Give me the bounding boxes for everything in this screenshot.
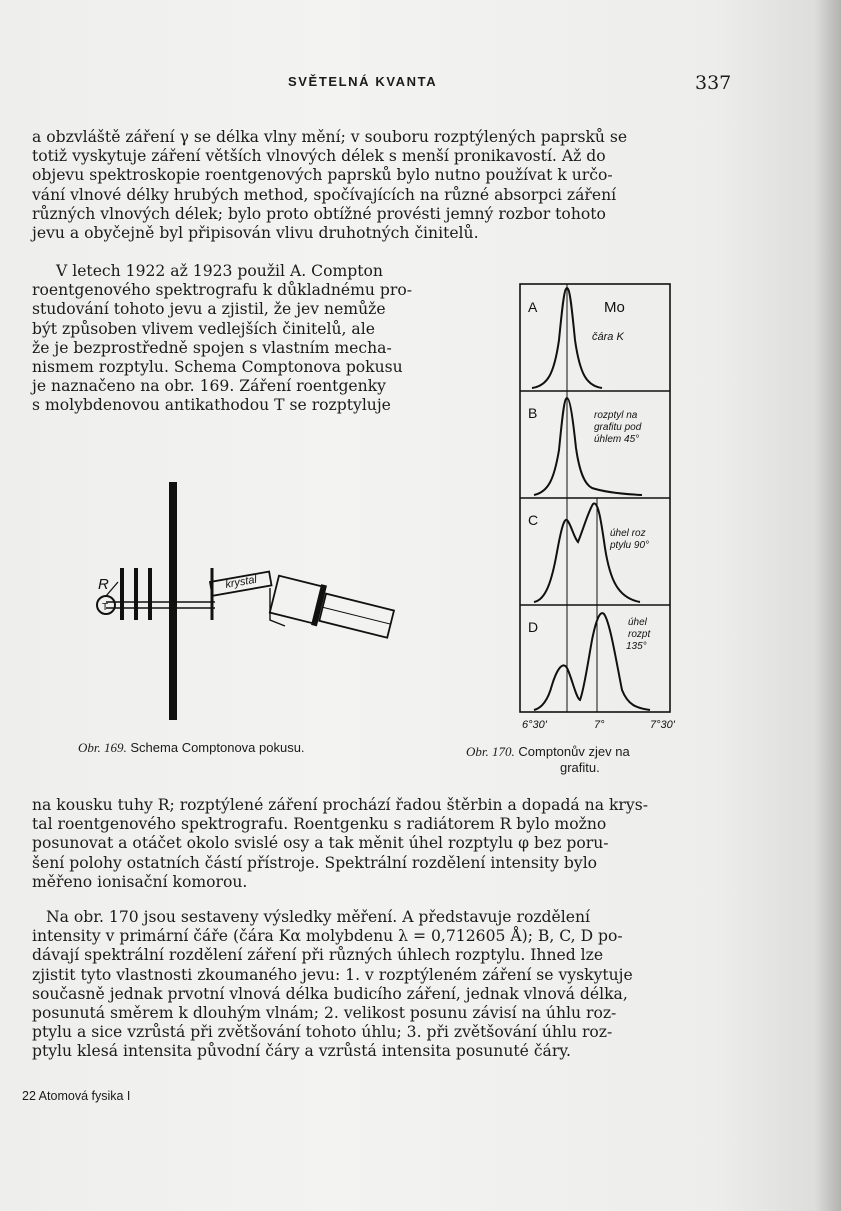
figure-169-caption (78, 740, 305, 756)
text-line: studování tohoto jevu a zjistil, že jev nemůže (32, 300, 386, 319)
text-line: dávají spektrální rozdělení záření při různých úhlech rozptylu. Ihned lze (32, 946, 604, 965)
x-tick-label: 7° (594, 719, 605, 731)
text-line: nismem rozptylu. Schema Comptonova pokusu (32, 358, 403, 377)
label-R: R (98, 576, 109, 593)
running-title: SVĚTELNÁ KVANTA (288, 74, 438, 89)
spectrograph-frame (270, 588, 285, 626)
text-line: měřeno ionisační komorou. (32, 872, 248, 891)
text-line: být způsoben vlivem vedlejších činitelů, ale (32, 319, 375, 338)
text-line: na kousku tuhy R; rozptýlené záření prochází řadou štěrbin a dopadá na krys- (32, 796, 648, 814)
paragraph-3 (32, 796, 724, 892)
panel-letter: A (528, 299, 538, 315)
panel-label: čára K (592, 331, 624, 343)
panel-letter: D (528, 619, 539, 635)
x-tick-label: 6°30' (522, 719, 547, 731)
text-line: posunovat a otáčet okolo svislé osy a tak měnit úhel rozptylu φ bez poru- (32, 834, 609, 853)
text-line: ptylu klesá intensita původní čáry a vzrůstá intensita posunuté čáry. (32, 1042, 571, 1061)
figure-170-spectra (512, 280, 688, 735)
text-line: zjistit tyto vlastnosti zkoumaného jevu: 1. v rozptýleném záření se vyskytuje (32, 965, 633, 984)
spectrum-curve-c (534, 503, 640, 602)
text-line: posunutá směrem k dlouhým vlnám; 2. velikost posunu závisí na úhlu roz- (32, 1004, 617, 1023)
page-edge-shadow (815, 0, 841, 1211)
panel-label: rozptyl na (594, 410, 638, 421)
panel-label: grafitu pod (594, 422, 642, 433)
label-T: T (102, 602, 109, 613)
text-line: Na obr. 170 jsou sestaveny výsledky měření. A představuje rozdělení (46, 908, 591, 926)
caption-text: grafitu. (560, 760, 600, 775)
signature-mark: 22 Atomová fysika I (22, 1089, 131, 1103)
text-line: a obzvláště záření γ se délka vlny mění; v souboru rozptýlených paprsků se (32, 128, 628, 146)
text-line: šení polohy ostatních částí přístroje. Spektrální rozdělení intensity bylo (32, 853, 598, 872)
paragraph-4 (32, 908, 724, 1062)
panel-label: 135° (626, 641, 647, 652)
panel-label: úhel (628, 617, 647, 628)
text-line: roentgenového spektrografu k důkladnému pro- (32, 281, 413, 300)
text-line: ptylu a sice vzrůstá při zvětšování tohoto úhlu; 3. při zvětšování úhlu roz- (32, 1023, 613, 1042)
figure-169-schematic (80, 470, 410, 730)
paragraph-1 (32, 128, 724, 243)
running-head (0, 74, 841, 94)
panel-letter: B (528, 405, 538, 421)
text-line: že je bezprostředně spojen s vlastním mecha- (32, 338, 392, 357)
label-crystal: krystal (224, 573, 258, 591)
text-line: různých vlnových délek; bylo proto obtížné provésti jemný rozbor tohoto (32, 204, 606, 223)
text-line: vání vlnové délky hrubých method, spočívajících na různé absorpci záření (32, 185, 617, 204)
text-line: totiž vyskytuje záření větších vlnových délek s menší pronikavostí. Až do (32, 147, 606, 166)
panel-label: rozpt (628, 629, 651, 640)
text-line: s molybdenovou antikathodou T se rozptyluje (32, 396, 391, 415)
x-tick-label: 7°30' (650, 719, 675, 731)
text-line: objevu spektroskopie roentgenových paprsků bylo nutno používat k určo- (32, 166, 613, 185)
panel-label: úhel roz (610, 528, 646, 539)
caption-number: Obr. 169. (78, 740, 127, 755)
paragraph-2 (32, 262, 460, 416)
caption-number: Obr. 170. (466, 744, 515, 759)
text-line: V letech 1922 až 1923 použil A. Compton (56, 262, 383, 280)
panel-label: Mo (604, 299, 625, 316)
panel-label: ptylu 90° (610, 540, 650, 551)
figure-170-caption (466, 744, 630, 776)
text-line: současně jednak prvotní vlnová délka budicího záření, jednak vlnová délka, (32, 984, 628, 1003)
panel-letter: C (528, 512, 539, 528)
chamber-divider (323, 607, 391, 624)
page-number: 337 (695, 72, 732, 94)
panel-label: úhlem 45° (594, 434, 640, 445)
text-line: tal roentgenového spektrografu. Roentgenku s radiátorem R bylo možno (32, 815, 607, 834)
text-line: jevu a obyčejně byl připisován vlivu druhotných činitelů. (32, 224, 479, 243)
text-line: intensity v primární čáře (čára Kα molybdenu λ = 0,712605 Å); B, C, D po- (32, 927, 623, 946)
text-line: je naznačeno na obr. 169. Záření roentgenky (32, 377, 386, 396)
caption-text: Schema Comptonova pokusu. (130, 740, 305, 755)
caption-text: Comptonův zjev na (518, 744, 630, 759)
